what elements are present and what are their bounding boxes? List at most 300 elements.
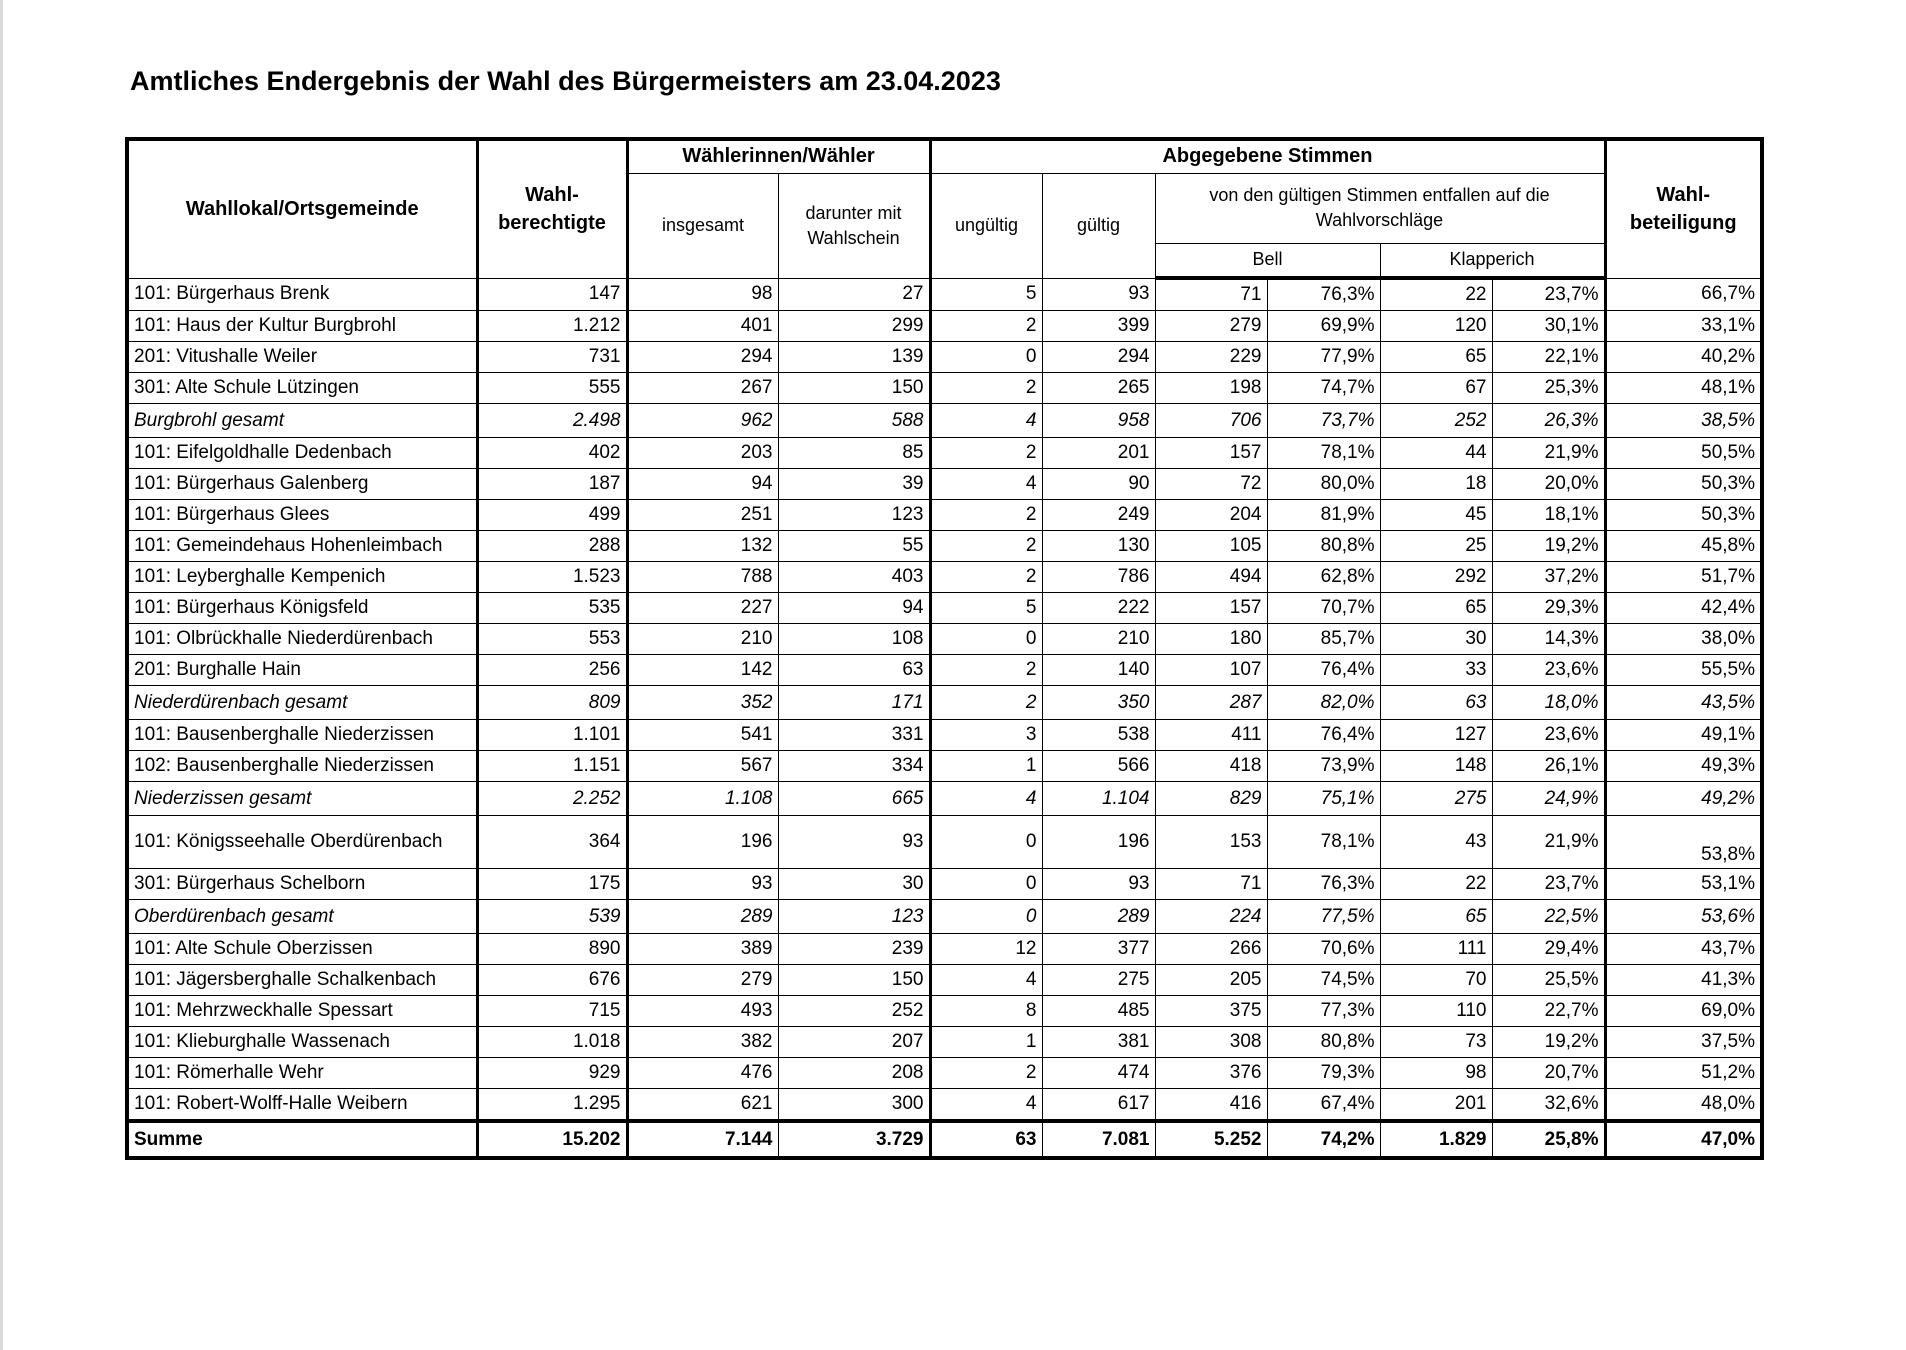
location-cell: 101: Leyberghalle Kempenich: [127, 562, 477, 593]
klapperich-percent-cell: 21,9%: [1492, 816, 1605, 869]
voters-total-cell: 279: [627, 965, 778, 996]
eligible-cell: 1.523: [477, 562, 627, 593]
postal-cell: 171: [778, 686, 930, 720]
valid-cell: 566: [1042, 751, 1155, 782]
invalid-cell: 2: [930, 1058, 1042, 1089]
bell-percent-cell: 74,5%: [1267, 965, 1380, 996]
bell-percent-cell: 80,0%: [1267, 469, 1380, 500]
eligible-cell: 2.252: [477, 782, 627, 816]
invalid-cell: 2: [930, 438, 1042, 469]
location-cell: 101: Bausenberghalle Niederzissen: [127, 720, 477, 751]
turnout-cell: 69,0%: [1605, 996, 1762, 1027]
bell-percent-cell: 70,7%: [1267, 593, 1380, 624]
location-cell: Niederdürenbach gesamt: [127, 686, 477, 720]
voters-total-cell: 142: [627, 655, 778, 686]
location-cell: 101: Robert-Wolff-Halle Weibern: [127, 1089, 477, 1122]
klapperich-percent-cell: 14,3%: [1492, 624, 1605, 655]
results-table: [125, 137, 1764, 1160]
invalid-cell: 63: [930, 1121, 1042, 1158]
eligible-cell: 890: [477, 934, 627, 965]
header-group-voters: Wählerinnen/Wähler: [627, 139, 930, 173]
bell-percent-cell: 76,4%: [1267, 655, 1380, 686]
location-cell: 101: Gemeindehaus Hohenleimbach: [127, 531, 477, 562]
bell-percent-cell: 77,9%: [1267, 342, 1380, 373]
table-row: [127, 342, 1762, 373]
postal-cell: 403: [778, 562, 930, 593]
valid-cell: 377: [1042, 934, 1155, 965]
turnout-cell: 43,5%: [1605, 686, 1762, 720]
table-row: [127, 593, 1762, 624]
turnout-cell: 40,2%: [1605, 342, 1762, 373]
voters-total-cell: 210: [627, 624, 778, 655]
klapperich-votes-cell: 292: [1380, 562, 1492, 593]
header-postal: darunter mit Wahlschein: [778, 173, 930, 278]
postal-cell: 299: [778, 311, 930, 342]
invalid-cell: 1: [930, 1027, 1042, 1058]
table-row: [127, 311, 1762, 342]
bell-percent-cell: 78,1%: [1267, 816, 1380, 869]
invalid-cell: 0: [930, 624, 1042, 655]
voters-total-cell: 267: [627, 373, 778, 404]
klapperich-votes-cell: 25: [1380, 531, 1492, 562]
invalid-cell: 2: [930, 655, 1042, 686]
valid-cell: 249: [1042, 500, 1155, 531]
klapperich-votes-cell: 43: [1380, 816, 1492, 869]
klapperich-percent-cell: 23,7%: [1492, 278, 1605, 311]
valid-cell: 275: [1042, 965, 1155, 996]
subtotal-row: [127, 404, 1762, 438]
eligible-cell: 402: [477, 438, 627, 469]
table-row: [127, 278, 1762, 311]
location-cell: 101: Mehrzweckhalle Spessart: [127, 996, 477, 1027]
header-eligible: Wahl- berechtigte: [477, 139, 627, 278]
valid-cell: 201: [1042, 438, 1155, 469]
bell-votes-cell: 198: [1155, 373, 1267, 404]
turnout-cell: 51,7%: [1605, 562, 1762, 593]
valid-cell: 485: [1042, 996, 1155, 1027]
turnout-cell: 48,0%: [1605, 1089, 1762, 1122]
turnout-cell: 38,0%: [1605, 624, 1762, 655]
eligible-cell: 676: [477, 965, 627, 996]
bell-votes-cell: 494: [1155, 562, 1267, 593]
bell-votes-cell: 829: [1155, 782, 1267, 816]
table-row: [127, 655, 1762, 686]
turnout-cell: 53,1%: [1605, 869, 1762, 900]
invalid-cell: 0: [930, 869, 1042, 900]
klapperich-percent-cell: 23,7%: [1492, 869, 1605, 900]
eligible-cell: 731: [477, 342, 627, 373]
postal-cell: 27: [778, 278, 930, 311]
klapperich-percent-cell: 25,5%: [1492, 965, 1605, 996]
bell-votes-cell: 105: [1155, 531, 1267, 562]
valid-cell: 196: [1042, 816, 1155, 869]
postal-cell: 208: [778, 1058, 930, 1089]
klapperich-percent-cell: 25,3%: [1492, 373, 1605, 404]
valid-cell: 222: [1042, 593, 1155, 624]
header-candidate-klapperich: Klapperich: [1380, 243, 1605, 278]
subtotal-row: [127, 782, 1762, 816]
voters-total-cell: 196: [627, 816, 778, 869]
valid-cell: 617: [1042, 1089, 1155, 1122]
postal-cell: 63: [778, 655, 930, 686]
location-cell: 101: Olbrückhalle Niederdürenbach: [127, 624, 477, 655]
postal-cell: 39: [778, 469, 930, 500]
klapperich-percent-cell: 20,7%: [1492, 1058, 1605, 1089]
valid-cell: 1.104: [1042, 782, 1155, 816]
bell-percent-cell: 74,7%: [1267, 373, 1380, 404]
voters-total-cell: 493: [627, 996, 778, 1027]
klapperich-percent-cell: 23,6%: [1492, 720, 1605, 751]
header-voters-total: insgesamt: [627, 173, 778, 278]
postal-cell: 252: [778, 996, 930, 1027]
klapperich-percent-cell: 24,9%: [1492, 782, 1605, 816]
eligible-cell: 1.212: [477, 311, 627, 342]
postal-cell: 123: [778, 500, 930, 531]
bell-votes-cell: 71: [1155, 869, 1267, 900]
turnout-cell: 41,3%: [1605, 965, 1762, 996]
table-row: [127, 934, 1762, 965]
bell-votes-cell: 157: [1155, 593, 1267, 624]
table-row: [127, 1089, 1762, 1122]
bell-votes-cell: 153: [1155, 816, 1267, 869]
bell-percent-cell: 67,4%: [1267, 1089, 1380, 1122]
turnout-cell: 48,1%: [1605, 373, 1762, 404]
klapperich-votes-cell: 111: [1380, 934, 1492, 965]
table-row: [127, 469, 1762, 500]
turnout-cell: 55,5%: [1605, 655, 1762, 686]
valid-cell: 7.081: [1042, 1121, 1155, 1158]
bell-percent-cell: 85,7%: [1267, 624, 1380, 655]
turnout-cell: 50,3%: [1605, 500, 1762, 531]
results-table-wrapper: [125, 137, 1764, 1160]
invalid-cell: 12: [930, 934, 1042, 965]
location-cell: 102: Bausenberghalle Niederzissen: [127, 751, 477, 782]
bell-percent-cell: 77,5%: [1267, 900, 1380, 934]
voters-total-cell: 621: [627, 1089, 778, 1122]
eligible-cell: 809: [477, 686, 627, 720]
location-cell: Summe: [127, 1121, 477, 1158]
bell-votes-cell: 411: [1155, 720, 1267, 751]
postal-cell: 139: [778, 342, 930, 373]
bell-votes-cell: 287: [1155, 686, 1267, 720]
voters-total-cell: 93: [627, 869, 778, 900]
postal-cell: 85: [778, 438, 930, 469]
sum-row: [127, 1121, 1762, 1158]
klapperich-percent-cell: 37,2%: [1492, 562, 1605, 593]
voters-total-cell: 7.144: [627, 1121, 778, 1158]
bell-percent-cell: 69,9%: [1267, 311, 1380, 342]
valid-cell: 265: [1042, 373, 1155, 404]
location-cell: 101: Königsseehalle Oberdürenbach: [127, 816, 477, 869]
valid-cell: 538: [1042, 720, 1155, 751]
header-candidates-group: von den gültigen Stimmen entfallen auf die Wahlvorschläge: [1155, 173, 1605, 243]
page-edge: [0, 0, 3, 1350]
klapperich-votes-cell: 73: [1380, 1027, 1492, 1058]
valid-cell: 140: [1042, 655, 1155, 686]
eligible-cell: 553: [477, 624, 627, 655]
eligible-cell: 539: [477, 900, 627, 934]
klapperich-percent-cell: 18,1%: [1492, 500, 1605, 531]
location-cell: 101: Alte Schule Oberzissen: [127, 934, 477, 965]
document-title: Amtliches Endergebnis der Wahl des Bürgermeisters am 23.04.2023: [130, 66, 1001, 96]
subtotal-row: [127, 686, 1762, 720]
turnout-cell: 47,0%: [1605, 1121, 1762, 1158]
klapperich-votes-cell: 127: [1380, 720, 1492, 751]
bell-percent-cell: 75,1%: [1267, 782, 1380, 816]
postal-cell: 123: [778, 900, 930, 934]
voters-total-cell: 788: [627, 562, 778, 593]
klapperich-percent-cell: 20,0%: [1492, 469, 1605, 500]
klapperich-votes-cell: 110: [1380, 996, 1492, 1027]
invalid-cell: 2: [930, 500, 1042, 531]
klapperich-votes-cell: 1.829: [1380, 1121, 1492, 1158]
bell-percent-cell: 81,9%: [1267, 500, 1380, 531]
klapperich-percent-cell: 26,1%: [1492, 751, 1605, 782]
valid-cell: 786: [1042, 562, 1155, 593]
table-row: [127, 438, 1762, 469]
postal-cell: 207: [778, 1027, 930, 1058]
postal-cell: 94: [778, 593, 930, 624]
table-row: [127, 500, 1762, 531]
location-cell: Oberdürenbach gesamt: [127, 900, 477, 934]
klapperich-votes-cell: 67: [1380, 373, 1492, 404]
voters-total-cell: 382: [627, 1027, 778, 1058]
invalid-cell: 5: [930, 278, 1042, 311]
klapperich-votes-cell: 65: [1380, 900, 1492, 934]
klapperich-percent-cell: 30,1%: [1492, 311, 1605, 342]
valid-cell: 474: [1042, 1058, 1155, 1089]
bell-percent-cell: 76,4%: [1267, 720, 1380, 751]
voters-total-cell: 567: [627, 751, 778, 782]
bell-votes-cell: 229: [1155, 342, 1267, 373]
location-cell: Niederzissen gesamt: [127, 782, 477, 816]
postal-cell: 588: [778, 404, 930, 438]
eligible-cell: 175: [477, 869, 627, 900]
valid-cell: 350: [1042, 686, 1155, 720]
eligible-cell: 1.101: [477, 720, 627, 751]
voters-total-cell: 94: [627, 469, 778, 500]
bell-votes-cell: 418: [1155, 751, 1267, 782]
invalid-cell: 2: [930, 531, 1042, 562]
bell-votes-cell: 416: [1155, 1089, 1267, 1122]
bell-votes-cell: 180: [1155, 624, 1267, 655]
valid-cell: 210: [1042, 624, 1155, 655]
voters-total-cell: 389: [627, 934, 778, 965]
eligible-cell: 187: [477, 469, 627, 500]
bell-percent-cell: 73,7%: [1267, 404, 1380, 438]
table-row: [127, 373, 1762, 404]
klapperich-votes-cell: 65: [1380, 593, 1492, 624]
turnout-cell: 42,4%: [1605, 593, 1762, 624]
table-row: [127, 965, 1762, 996]
eligible-cell: 555: [477, 373, 627, 404]
voters-total-cell: 541: [627, 720, 778, 751]
klapperich-votes-cell: 63: [1380, 686, 1492, 720]
bell-percent-cell: 77,3%: [1267, 996, 1380, 1027]
bell-percent-cell: 70,6%: [1267, 934, 1380, 965]
header-candidate-bell: Bell: [1155, 243, 1380, 278]
voters-total-cell: 962: [627, 404, 778, 438]
valid-cell: 381: [1042, 1027, 1155, 1058]
postal-cell: 331: [778, 720, 930, 751]
bell-votes-cell: 205: [1155, 965, 1267, 996]
eligible-cell: 1.151: [477, 751, 627, 782]
klapperich-votes-cell: 65: [1380, 342, 1492, 373]
bell-votes-cell: 157: [1155, 438, 1267, 469]
bell-percent-cell: 73,9%: [1267, 751, 1380, 782]
turnout-cell: 50,5%: [1605, 438, 1762, 469]
bell-votes-cell: 279: [1155, 311, 1267, 342]
location-cell: 101: Eifelgoldhalle Dedenbach: [127, 438, 477, 469]
location-cell: 301: Bürgerhaus Schelborn: [127, 869, 477, 900]
bell-percent-cell: 82,0%: [1267, 686, 1380, 720]
klapperich-percent-cell: 18,0%: [1492, 686, 1605, 720]
invalid-cell: 1: [930, 751, 1042, 782]
postal-cell: 239: [778, 934, 930, 965]
bell-percent-cell: 76,3%: [1267, 869, 1380, 900]
bell-votes-cell: 706: [1155, 404, 1267, 438]
turnout-cell: 53,6%: [1605, 900, 1762, 934]
klapperich-votes-cell: 252: [1380, 404, 1492, 438]
valid-cell: 294: [1042, 342, 1155, 373]
eligible-cell: 15.202: [477, 1121, 627, 1158]
postal-cell: 150: [778, 965, 930, 996]
valid-cell: 90: [1042, 469, 1155, 500]
postal-cell: 108: [778, 624, 930, 655]
turnout-cell: 45,8%: [1605, 531, 1762, 562]
bell-percent-cell: 79,3%: [1267, 1058, 1380, 1089]
table-row: [127, 751, 1762, 782]
postal-cell: 30: [778, 869, 930, 900]
location-cell: 101: Jägersberghalle Schalkenbach: [127, 965, 477, 996]
bell-votes-cell: 107: [1155, 655, 1267, 686]
location-cell: Burgbrohl gesamt: [127, 404, 477, 438]
klapperich-votes-cell: 201: [1380, 1089, 1492, 1122]
table-row: [127, 816, 1762, 869]
bell-percent-cell: 74,2%: [1267, 1121, 1380, 1158]
klapperich-percent-cell: 22,1%: [1492, 342, 1605, 373]
klapperich-votes-cell: 22: [1380, 869, 1492, 900]
klapperich-percent-cell: 21,9%: [1492, 438, 1605, 469]
bell-percent-cell: 62,8%: [1267, 562, 1380, 593]
location-cell: 101: Römerhalle Wehr: [127, 1058, 477, 1089]
klapperich-votes-cell: 148: [1380, 751, 1492, 782]
bell-percent-cell: 78,1%: [1267, 438, 1380, 469]
invalid-cell: 2: [930, 373, 1042, 404]
klapperich-percent-cell: 19,2%: [1492, 1027, 1605, 1058]
invalid-cell: 4: [930, 469, 1042, 500]
invalid-cell: 4: [930, 782, 1042, 816]
voters-total-cell: 1.108: [627, 782, 778, 816]
table-row: [127, 624, 1762, 655]
postal-cell: 3.729: [778, 1121, 930, 1158]
location-cell: 201: Vitushalle Weiler: [127, 342, 477, 373]
klapperich-votes-cell: 18: [1380, 469, 1492, 500]
turnout-cell: 49,2%: [1605, 782, 1762, 816]
klapperich-votes-cell: 98: [1380, 1058, 1492, 1089]
invalid-cell: 0: [930, 816, 1042, 869]
header-valid: gültig: [1042, 173, 1155, 278]
klapperich-percent-cell: 29,3%: [1492, 593, 1605, 624]
voters-total-cell: 294: [627, 342, 778, 373]
invalid-cell: 4: [930, 404, 1042, 438]
turnout-cell: 43,7%: [1605, 934, 1762, 965]
voters-total-cell: 98: [627, 278, 778, 311]
eligible-cell: 715: [477, 996, 627, 1027]
location-cell: 101: Bürgerhaus Glees: [127, 500, 477, 531]
klapperich-votes-cell: 45: [1380, 500, 1492, 531]
klapperich-percent-cell: 25,8%: [1492, 1121, 1605, 1158]
valid-cell: 93: [1042, 278, 1155, 311]
location-cell: 101: Bürgerhaus Königsfeld: [127, 593, 477, 624]
voters-total-cell: 132: [627, 531, 778, 562]
header-turnout: Wahl- beteiligung: [1605, 139, 1762, 278]
bell-percent-cell: 80,8%: [1267, 1027, 1380, 1058]
bell-votes-cell: 5.252: [1155, 1121, 1267, 1158]
postal-cell: 93: [778, 816, 930, 869]
header-group-votes: Abgegebene Stimmen: [930, 139, 1605, 173]
invalid-cell: 5: [930, 593, 1042, 624]
eligible-cell: 288: [477, 531, 627, 562]
bell-votes-cell: 376: [1155, 1058, 1267, 1089]
voters-total-cell: 251: [627, 500, 778, 531]
valid-cell: 93: [1042, 869, 1155, 900]
location-cell: 101: Bürgerhaus Brenk: [127, 278, 477, 311]
header-invalid: ungültig: [930, 173, 1042, 278]
valid-cell: 130: [1042, 531, 1155, 562]
eligible-cell: 147: [477, 278, 627, 311]
eligible-cell: 1.018: [477, 1027, 627, 1058]
eligible-cell: 1.295: [477, 1089, 627, 1122]
invalid-cell: 0: [930, 342, 1042, 373]
location-cell: 101: Bürgerhaus Galenberg: [127, 469, 477, 500]
postal-cell: 150: [778, 373, 930, 404]
invalid-cell: 2: [930, 686, 1042, 720]
turnout-cell: 33,1%: [1605, 311, 1762, 342]
header-location: Wahllokal/Ortsgemeinde: [127, 139, 477, 278]
valid-cell: 289: [1042, 900, 1155, 934]
klapperich-percent-cell: 22,5%: [1492, 900, 1605, 934]
bell-votes-cell: 204: [1155, 500, 1267, 531]
turnout-cell: 49,1%: [1605, 720, 1762, 751]
klapperich-percent-cell: 23,6%: [1492, 655, 1605, 686]
klapperich-percent-cell: 22,7%: [1492, 996, 1605, 1027]
klapperich-percent-cell: 32,6%: [1492, 1089, 1605, 1122]
voters-total-cell: 476: [627, 1058, 778, 1089]
turnout-cell: 51,2%: [1605, 1058, 1762, 1089]
eligible-cell: 256: [477, 655, 627, 686]
voters-total-cell: 289: [627, 900, 778, 934]
valid-cell: 958: [1042, 404, 1155, 438]
turnout-cell: 38,5%: [1605, 404, 1762, 438]
bell-votes-cell: 308: [1155, 1027, 1267, 1058]
invalid-cell: 4: [930, 1089, 1042, 1122]
voters-total-cell: 203: [627, 438, 778, 469]
bell-votes-cell: 224: [1155, 900, 1267, 934]
invalid-cell: 0: [930, 900, 1042, 934]
postal-cell: 665: [778, 782, 930, 816]
turnout-cell: 53,8%: [1605, 816, 1762, 869]
eligible-cell: 499: [477, 500, 627, 531]
eligible-cell: 2.498: [477, 404, 627, 438]
invalid-cell: 2: [930, 562, 1042, 593]
klapperich-percent-cell: 29,4%: [1492, 934, 1605, 965]
invalid-cell: 8: [930, 996, 1042, 1027]
eligible-cell: 929: [477, 1058, 627, 1089]
table-row: [127, 531, 1762, 562]
bell-percent-cell: 76,3%: [1267, 278, 1380, 311]
location-cell: 101: Haus der Kultur Burgbrohl: [127, 311, 477, 342]
